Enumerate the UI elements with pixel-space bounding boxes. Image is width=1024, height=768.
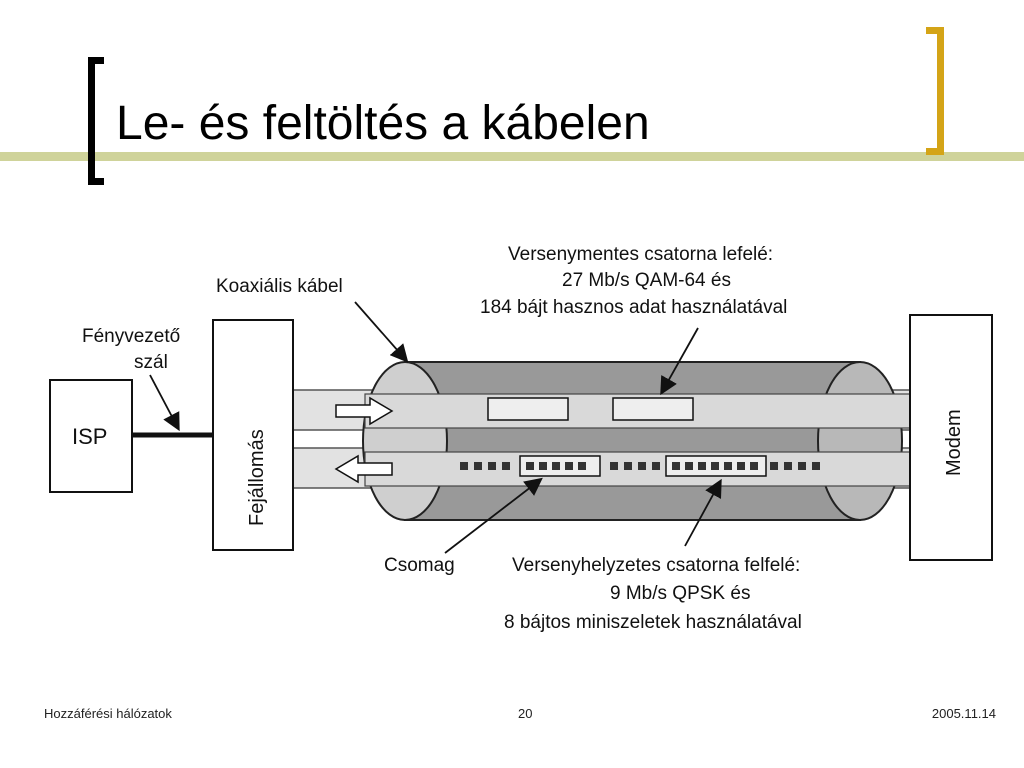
downstream-label-line2: 27 Mb/s QAM-64 és (562, 270, 731, 291)
upstream-packet (666, 456, 766, 476)
coax-cylinder-back-end (818, 362, 902, 520)
upstream-label-line2: 9 Mb/s QPSK és (610, 583, 751, 604)
fiber-label-line1: Fényvezető (82, 326, 181, 347)
coax-pointer-line (355, 302, 406, 360)
downstream-label-line3: 184 bájt hasznos adat használatával (480, 297, 788, 318)
downstream-label-line1: Versenymentes csatorna lefelé: (508, 244, 774, 265)
footer-page-number: 20 (518, 706, 533, 721)
upstream-label-line3: 8 bájtos miniszeletek használatával (504, 612, 802, 633)
fiber-label-line2: szál (134, 352, 168, 373)
modem-label: Modem (943, 409, 965, 476)
footer-course-name: Hozzáférési hálózatok (44, 706, 172, 721)
coax-cylinder-body (405, 362, 860, 520)
coax-label: Koaxiális kábel (216, 276, 343, 297)
cable-diagram-svg (30, 230, 965, 670)
fiber-pointer-line (150, 375, 178, 428)
left-bracket-decoration (88, 57, 104, 185)
upstream-packet (520, 456, 600, 476)
title-underline-bar (0, 152, 1024, 161)
footer-date: 2005.11.14 (931, 706, 996, 721)
headend-label: Fejállomás (246, 429, 268, 526)
coax-cylinder-front-end (363, 362, 447, 520)
isp-label: ISP (72, 424, 108, 449)
cable-diagram (30, 230, 965, 670)
upstream-label-line1: Versenyhelyzetes csatorna felfelé: (512, 555, 801, 576)
downstream-packet (488, 398, 568, 420)
packet-label: Csomag (384, 555, 455, 576)
downstream-packet (613, 398, 693, 420)
slide-title: Le- és feltöltés a kábelen (116, 100, 660, 148)
right-bracket-decoration (926, 27, 944, 155)
